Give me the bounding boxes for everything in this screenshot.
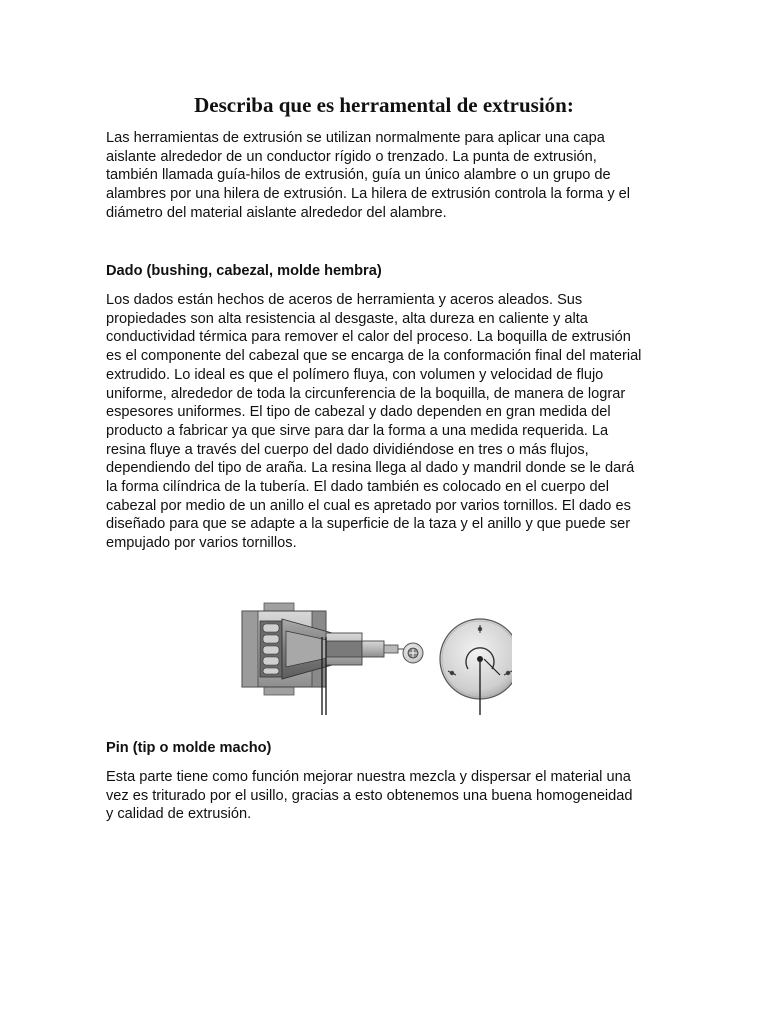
section-body-dado: Los dados están hechos de aceros de herramienta y aceros aleados. Sus propiedades son alta resistencia al desgaste, alta dureza en caliente y alta conductividad térmica para remover el calor del proceso. La boquilla de extrusión es el componente del cabezal que se encarga de la conformación final del material extrudido. Lo ideal es que el polímero fluya, con volumen y velocidad de flujo uniforme, alrededor de toda la circunferencia de la boquilla, de manera de lograr espesores uniformes. El tipo de cabezal y dado dependen en gran medida del producto a fabricar ya que sirve para dar la forma a una medida requerida. La resina fluye a través del cuerpo del dado dividiéndose en tres o más flujos, dependiendo del tipo de araña. La resina llega al dado y mandril donde se le dará la forma cilíndrica de la tubería. El dado también es colocado en el cuerpo del cabezal por medio de un anillo el cual es apretado por varios tornillos. El dado es diseñado para que se adapte a la superficie de la taza y el anillo y que puede ser empujado por varios tornillos. — [106, 292, 642, 552]
intro-paragraph: Las herramientas de extrusión se utilizan normalmente para aplicar una capa aislante alrededor de un conductor rígido o trenzado. La punta de extrusión, también llamada guía-hilos de extrusión, guía un único alambre o un grupo de alambres por una hilera de extrusión. La hilera de extrusión controla la forma y el diámetro del material aislante alrededor del alambre. — [106, 130, 631, 221]
die-tip — [362, 641, 404, 657]
document-title: Describa que es herramental de extrusión: — [194, 93, 574, 117]
die-front-view — [440, 619, 512, 715]
section-heading-pin: Pin (tip o molde macho) — [106, 740, 272, 756]
section-body-pin: Esta parte tiene como función mejorar nuestra mezcla y dispersar el material una vez es triturado por el usillo, gracias a esto obtenemos una buena homogeneidad y calidad de extrusión. — [106, 769, 633, 823]
extrusion-die-drawing — [236, 597, 512, 719]
extrusion-die-illustration — [236, 597, 512, 719]
section-heading-dado: Dado (bushing, cabezal, molde hembra) — [106, 263, 382, 279]
wire-cross-section-icon — [403, 643, 423, 663]
